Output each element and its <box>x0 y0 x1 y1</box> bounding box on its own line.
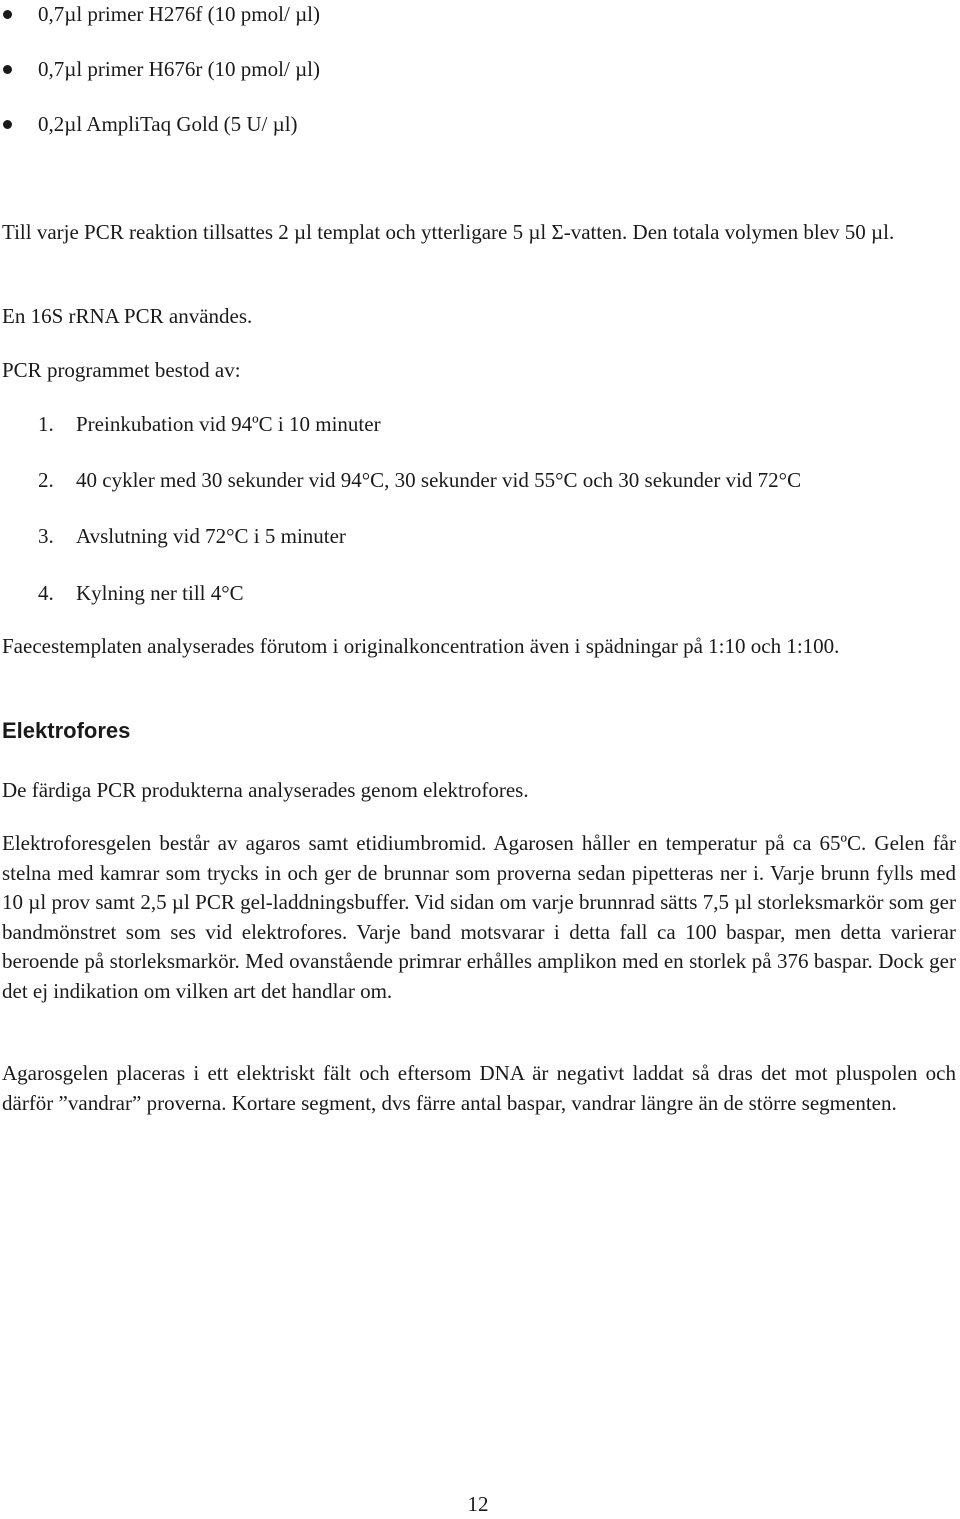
bullet-text: 0,7µl primer H276f (10 pmol/ µl) <box>38 2 320 26</box>
step-number: 4. <box>38 581 54 605</box>
paragraph-faeces: Faecestemplaten analyserades förutom i originalkoncentration även i spädningar på 1:10 och 1:100. <box>2 634 840 658</box>
paragraph-electrophoresis-intro: De färdiga PCR produkterna analyserades genom elektrofores. <box>2 778 529 802</box>
bullet-dot-icon <box>3 120 12 129</box>
paragraph-electrophoresis-gel: Elektroforesgelen består av agaros samt etidiumbromid. Agarosen håller en temperatur på ca 65ºC. Gelen får stelna med kamrar som trycks in och ger de brunnar som proverna sedan pipetteras ner i. Varje brunn fylls med 10 µl prov samt 2,5 µl PCR gel-laddningsbuffer. Vid sidan om varje brunnrad sätts 7,5 µl storleksmarkör som ger bandmönstret som ses vid elektrofores. Varje band motsvarar i detta fall ca 100 baspar, men detta varierar beroende på storleksmarkör. Med ovanstående primrar erhålles amplikon med en storlek på 376 baspar. Dock ger det ej indikation om vilken art det handlar om. <box>2 831 956 1003</box>
program-step <box>38 522 346 551</box>
step-number: 3. <box>38 524 54 548</box>
program-step <box>38 410 381 439</box>
section-heading: Elektrofores <box>2 718 131 743</box>
step-text: Avslutning vid 72°C i 5 minuter <box>76 524 346 548</box>
step-text: Preinkubation vid 94ºC i 10 minuter <box>76 412 381 436</box>
program-step <box>38 466 801 495</box>
paragraph-electrophoresis-migration: Agarosgelen placeras i ett elektriskt fält och eftersom DNA är negativt laddat så dras det mot pluspolen och därför ”vandrar” proverna. Kortare segment, dvs färre antal baspar, vandrar längre än de större segmenten. <box>2 1061 956 1115</box>
step-text: 40 cykler med 30 sekunder vid 94°C, 30 sekunder vid 55°C och 30 sekunder vid 72°C <box>76 468 802 492</box>
program-step <box>38 579 244 608</box>
page-number: 12 <box>467 1492 489 1516</box>
bullet-dot-icon <box>3 65 12 74</box>
paragraph-rrna: En 16S rRNA PCR användes. <box>2 304 253 328</box>
bullet-text: 0,7µl primer H676r (10 pmol/ µl) <box>38 57 320 81</box>
step-number: 2. <box>38 468 54 492</box>
bullet-dot-icon <box>3 10 12 19</box>
step-number: 1. <box>38 412 54 436</box>
paragraph-program-intro: PCR programmet bestod av: <box>2 358 241 382</box>
paragraph-pcr-reaction: Till varje PCR reaktion tillsattes 2 µl templat och ytterligare 5 µl Σ-vatten. Den totala volymen blev 50 µl. <box>2 220 895 244</box>
bullet-text: 0,2µl AmpliTaq Gold (5 U/ µl) <box>38 112 298 136</box>
step-text: Kylning ner till 4°C <box>76 581 244 605</box>
